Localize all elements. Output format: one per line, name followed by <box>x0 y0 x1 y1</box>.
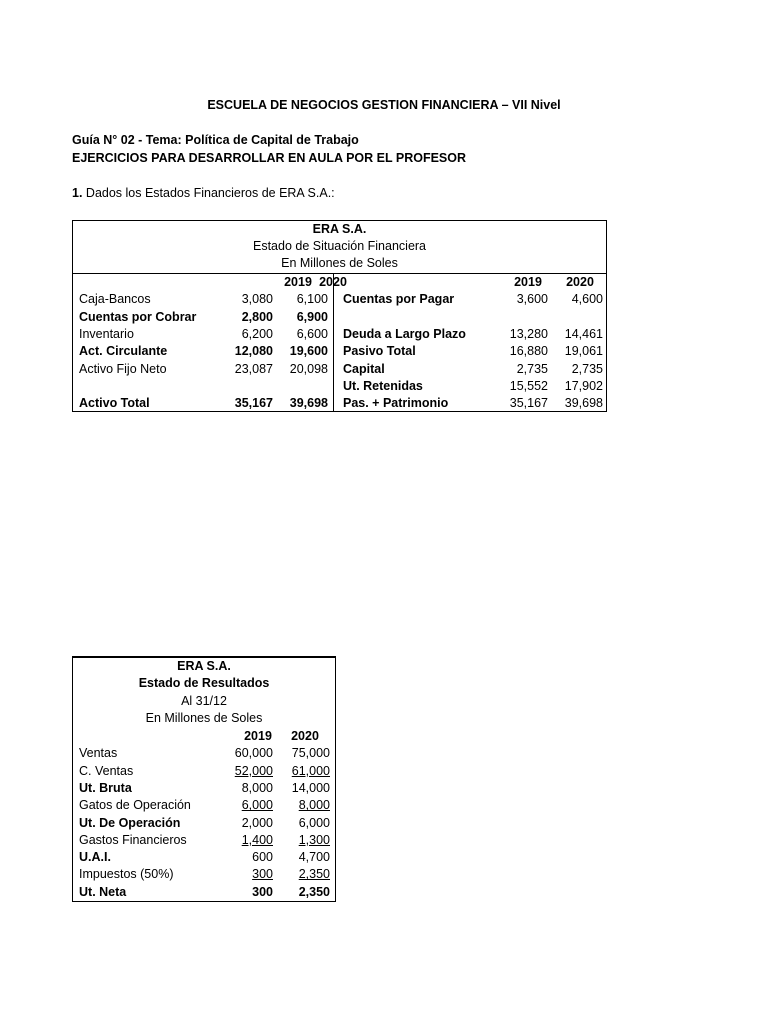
bs-liability-2020: 14,461 <box>564 326 603 341</box>
bs-liability-2020: 2,735 <box>571 361 603 376</box>
is-row-label: Impuestos (50%) <box>79 867 174 882</box>
bs-liability-2019: 15,552 <box>509 378 548 393</box>
exercises-heading: EJERCICIOS PARA DESARROLLAR EN AULA POR EL PROFESOR <box>72 151 467 165</box>
is-row-2020: 6,000 <box>298 815 330 830</box>
is-row-label: Gastos Financieros <box>79 832 187 847</box>
is-row-label: Ut. Neta <box>79 884 127 899</box>
bs-asset-label: Cuentas por Cobrar <box>79 309 197 324</box>
is-row-2020: 1,300 <box>298 832 330 847</box>
bs-liability-2019: 2,735 <box>516 361 548 376</box>
bs-asset-2020: 20,098 <box>289 361 328 376</box>
is-company: ERA S.A. <box>177 659 231 673</box>
bs-column-divider <box>333 273 334 411</box>
is-row-2019: 2,000 <box>241 815 273 830</box>
is-units: En Millones de Soles <box>145 711 263 725</box>
is-title: Estado de Resultados <box>138 676 270 690</box>
bs-asset-2020: 6,900 <box>296 309 328 324</box>
bs-asset-2020: 19,600 <box>289 344 328 359</box>
is-row-2019: 6,000 <box>241 798 273 813</box>
is-row-2020: 75,000 <box>291 746 330 761</box>
is-row-label: Gatos de Operación <box>79 798 191 813</box>
bs-asset-label: Inventario <box>79 326 134 341</box>
bs-year-2019-left: 2019 <box>284 275 312 289</box>
bs-asset-label: Act. Circulante <box>79 344 168 359</box>
bs-asset-label: Caja-Bancos <box>79 292 151 307</box>
guide-line <box>72 133 359 147</box>
bs-units: En Millones de Soles <box>281 256 398 270</box>
is-row-2019: 600 <box>252 850 273 865</box>
is-year-2020: 2020 <box>291 729 319 743</box>
bs-liability-2019: 35,167 <box>509 396 548 411</box>
bs-company: ERA S.A. <box>312 222 367 236</box>
is-row-2019: 52,000 <box>234 763 273 778</box>
is-year-2019: 2019 <box>244 729 272 743</box>
is-row-2019: 8,000 <box>241 780 273 795</box>
bs-liability-label: Cuentas por Pagar <box>343 292 455 307</box>
bs-title: Estado de Situación Financiera <box>252 239 427 253</box>
bs-liability-label: Deuda a Largo Plazo <box>343 326 466 341</box>
is-row-2020: 61,000 <box>291 763 330 778</box>
balance-sheet-table <box>72 220 607 412</box>
is-row-label: Ut. De Operación <box>79 815 181 830</box>
bs-asset-2019: 35,167 <box>234 396 273 411</box>
bs-liability-2020: 17,902 <box>564 378 603 393</box>
is-row-label: Ventas <box>79 746 118 761</box>
bs-liability-2020: 19,061 <box>564 344 603 359</box>
bs-year-2020-left: 2020 <box>319 275 347 289</box>
bs-asset-label: Activo Total <box>79 396 150 411</box>
is-row-label: C. Ventas <box>79 763 134 778</box>
bs-liability-2019: 3,600 <box>516 292 548 307</box>
guide-topic: Política de Capital de Trabajo <box>181 133 359 147</box>
bs-header-divider <box>73 273 606 274</box>
is-row-2020: 8,000 <box>298 798 330 813</box>
bs-asset-2019: 3,080 <box>241 292 273 307</box>
is-row-2020: 4,700 <box>298 850 330 865</box>
bs-asset-2020: 39,698 <box>289 396 328 411</box>
is-row-2020: 2,350 <box>298 867 330 882</box>
bs-liability-2019: 16,880 <box>509 344 548 359</box>
bs-asset-2019: 12,080 <box>234 344 273 359</box>
bs-liability-label: Ut. Retenidas <box>343 378 423 393</box>
is-row-label: Ut. Bruta <box>79 780 132 795</box>
bs-liability-label: Pas. + Patrimonio <box>343 396 449 411</box>
bs-asset-2020: 6,600 <box>296 326 328 341</box>
bs-asset-2019: 6,200 <box>241 326 273 341</box>
is-row-2019: 1,400 <box>241 832 273 847</box>
bs-year-2020-right: 2020 <box>566 275 594 289</box>
is-row-2019: 60,000 <box>234 746 273 761</box>
bs-asset-label: Activo Fijo Neto <box>79 361 167 376</box>
bs-liability-2020: 39,698 <box>564 396 603 411</box>
is-row-2020: 14,000 <box>291 780 330 795</box>
exercise-item-text: Dados los Estados Financieros de ERA S.A.: <box>82 186 335 200</box>
bs-liability-2019: 13,280 <box>509 326 548 341</box>
bs-asset-2019: 2,800 <box>241 309 273 324</box>
document-title: ESCUELA DE NEGOCIOS GESTION FINANCIERA – VII Nivel <box>207 98 561 112</box>
bs-liability-2020: 4,600 <box>571 292 603 307</box>
bs-asset-2020: 6,100 <box>296 292 328 307</box>
bs-liability-label: Capital <box>343 361 385 376</box>
bs-liability-label: Pasivo Total <box>343 344 416 359</box>
is-row-2019: 300 <box>252 884 273 899</box>
is-row-label: U.A.I. <box>79 850 111 865</box>
guide-label: Guía N° 02 - Tema: <box>72 133 182 147</box>
is-row-2019: 300 <box>252 867 273 882</box>
is-date: Al 31/12 <box>181 694 227 708</box>
exercise-item: 1. Dados los Estados Financieros de ERA S.A.: <box>72 186 335 200</box>
is-row-2020: 2,350 <box>298 884 330 899</box>
bs-year-2019-right: 2019 <box>514 275 542 289</box>
bs-asset-2019: 23,087 <box>234 361 273 376</box>
income-statement-table <box>72 656 336 902</box>
